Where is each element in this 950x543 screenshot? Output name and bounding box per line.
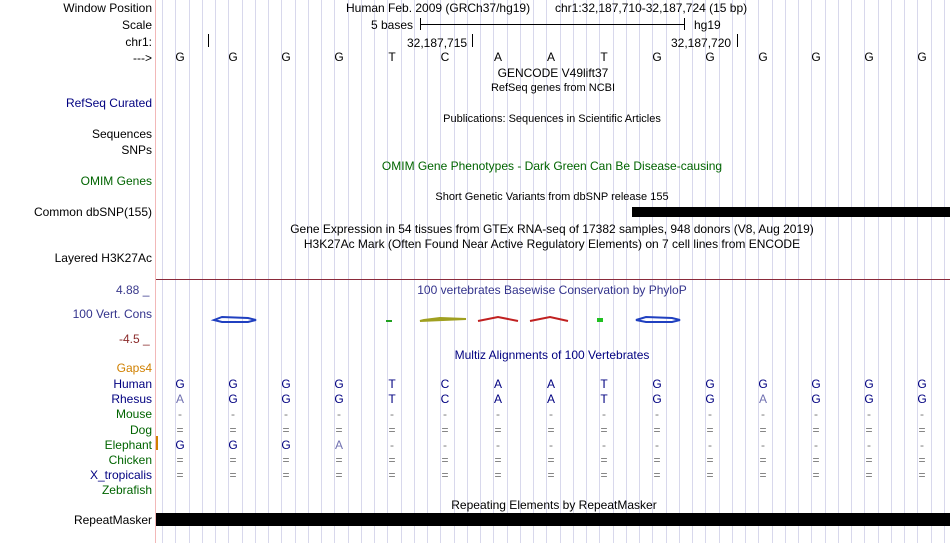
species-label[interactable]: X_tropicalis: [89, 468, 152, 483]
repeat-title[interactable]: Repeating Elements by RepeatMasker: [451, 498, 657, 512]
aligned-base: -: [337, 407, 341, 422]
snps-label[interactable]: SNPs: [121, 143, 152, 157]
aligned-base: T: [600, 377, 608, 391]
aligned-base: =: [388, 422, 396, 437]
sequence-base: G: [228, 50, 238, 64]
aligned-base: =: [282, 468, 290, 483]
publications-title[interactable]: Publications: Sequences in Scientific Articles: [443, 113, 661, 125]
gencode-title[interactable]: GENCODE V49lift37: [497, 66, 609, 80]
aligned-base: =: [706, 453, 714, 467]
aligned-base: =: [706, 468, 714, 483]
window-position: chr1:32,187,710-32,187,724 (15 bp): [555, 1, 748, 15]
aligned-base: A: [493, 392, 502, 407]
aligned-base: C: [440, 392, 450, 407]
aligned-base: =: [441, 422, 449, 437]
aligned-base: G: [652, 377, 662, 391]
ruler-label-1: 32,187,715: [407, 36, 468, 50]
aligned-base: C: [440, 377, 450, 391]
omim-genes-label[interactable]: OMIM Genes: [80, 174, 152, 188]
dbsnp-title[interactable]: Short Genetic Variants from dbSNP release 155: [435, 191, 669, 203]
species-label[interactable]: Chicken: [108, 453, 152, 467]
sequence-base: C: [440, 50, 450, 64]
aligned-base: G: [864, 392, 874, 407]
ruler-label-2: 32,187,720: [671, 36, 732, 50]
sequences-label[interactable]: Sequences: [91, 127, 152, 141]
aligned-base: -: [178, 407, 182, 422]
aligned-base: =: [653, 453, 661, 467]
aligned-base: =: [441, 453, 449, 467]
vert-cons-label[interactable]: 100 Vert. Cons: [72, 307, 152, 321]
aligned-base: -: [867, 407, 871, 422]
aligned-base: G: [228, 377, 238, 391]
aligned-base: A: [758, 392, 767, 407]
sequence-base: T: [600, 50, 608, 64]
aligned-base: =: [918, 422, 926, 437]
sequence-base: T: [388, 50, 396, 64]
sequence-base: A: [546, 50, 555, 64]
aligned-base: G: [228, 392, 238, 407]
aligned-base: G: [175, 437, 185, 452]
species-label[interactable]: Human: [113, 377, 152, 391]
chr-label: chr1:: [125, 35, 152, 49]
sequence-base: G: [864, 50, 874, 64]
aligned-base: A: [175, 392, 184, 407]
aligned-base: -: [867, 437, 871, 452]
aligned-base: -: [443, 437, 447, 452]
species-label[interactable]: Dog: [129, 422, 152, 437]
aligned-base: -: [390, 437, 394, 452]
cons-min-label: -4.5 _: [119, 332, 150, 346]
aligned-base: T: [388, 392, 396, 407]
aligned-base: -: [761, 407, 765, 422]
aligned-base: G: [758, 377, 768, 391]
aligned-base: =: [229, 453, 237, 467]
aligned-base: G: [705, 392, 715, 407]
aligned-base: G: [864, 377, 874, 391]
aligned-base: G: [334, 377, 344, 391]
layered-h3k27ac-label[interactable]: Layered H3K27Ac: [54, 251, 152, 265]
aligned-base: -: [761, 437, 765, 452]
elephant-gap-marker: [156, 436, 158, 450]
sequence-base: G: [281, 50, 291, 64]
aligned-base: -: [655, 407, 659, 422]
aligned-base: =: [494, 468, 502, 483]
aligned-base: =: [176, 468, 184, 483]
aligned-base: -: [708, 407, 712, 422]
aligned-base: -: [496, 437, 500, 452]
aligned-base: =: [812, 422, 820, 437]
aligned-base: A: [546, 392, 555, 407]
aligned-base: =: [335, 422, 343, 437]
aligned-base: =: [600, 468, 608, 483]
aligned-base: G: [175, 377, 185, 391]
scale-db: hg19: [694, 18, 721, 32]
aligned-base: =: [547, 453, 555, 467]
aligned-base: =: [600, 453, 608, 467]
aligned-base: G: [705, 377, 715, 391]
repeatmasker-label[interactable]: RepeatMasker: [73, 513, 152, 527]
aligned-base: -: [920, 437, 924, 452]
aligned-base: G: [811, 392, 821, 407]
sequence-base: G: [334, 50, 344, 64]
sequence-base: G: [705, 50, 715, 64]
species-label[interactable]: Zebrafish: [101, 483, 152, 498]
species-label[interactable]: Elephant: [104, 437, 152, 452]
aligned-base: -: [284, 407, 288, 422]
aligned-base: =: [229, 422, 237, 437]
aligned-base: G: [281, 377, 291, 391]
aligned-base: -: [814, 407, 818, 422]
aligned-base: G: [917, 392, 927, 407]
aligned-base: =: [494, 422, 502, 437]
species-label[interactable]: Mouse: [115, 407, 152, 422]
gaps-label[interactable]: Gaps4: [116, 361, 152, 375]
aligned-base: G: [811, 377, 821, 391]
aligned-base: =: [865, 468, 873, 483]
refseq-curated-label[interactable]: RefSeq Curated: [65, 96, 152, 110]
sequence-base: G: [175, 50, 185, 64]
aligned-base: -: [602, 407, 606, 422]
aligned-base: G: [334, 392, 344, 407]
aligned-base: T: [600, 392, 608, 407]
aligned-base: =: [918, 468, 926, 483]
aligned-base: =: [600, 422, 608, 437]
h3k27ac-title[interactable]: H3K27Ac Mark (Often Found Near Active Regulatory Elements) on 7 cell lines from ENCODE: [303, 237, 801, 251]
aligned-base: -: [655, 437, 659, 452]
aligned-base: -: [602, 437, 606, 452]
aligned-base: =: [388, 468, 396, 483]
gtex-title[interactable]: Gene Expression in 54 tissues from GTEx RNA-seq of 17382 samples, 948 donors (V8, Aug 2019): [290, 222, 814, 236]
phylop-title[interactable]: 100 vertebrates Basewise Conservation by PhyloP: [417, 283, 687, 297]
sequence-base: G: [917, 50, 927, 64]
aligned-base: =: [812, 453, 820, 467]
aligned-base: =: [547, 422, 555, 437]
sequence-base: A: [493, 50, 502, 64]
aligned-base: =: [653, 422, 661, 437]
aligned-base: G: [228, 437, 238, 452]
aligned-base: =: [335, 468, 343, 483]
aligned-base: =: [653, 468, 661, 483]
sequence-base: G: [811, 50, 821, 64]
multiz-title[interactable]: Multiz Alignments of 100 Vertebrates: [454, 348, 650, 362]
scale-label: Scale: [121, 18, 152, 32]
aligned-base: -: [549, 407, 553, 422]
common-dbsnp-label[interactable]: Common dbSNP(155): [33, 205, 152, 219]
aligned-base: =: [865, 422, 873, 437]
cons-max-label: 4.88 _: [116, 283, 150, 297]
aligned-base: =: [759, 422, 767, 437]
aligned-base: -: [231, 407, 235, 422]
aligned-base: -: [549, 437, 553, 452]
aligned-base: =: [706, 422, 714, 437]
aligned-base: G: [652, 392, 662, 407]
species-label[interactable]: Rhesus: [111, 392, 152, 407]
aligned-base: =: [229, 468, 237, 483]
aligned-base: =: [176, 422, 184, 437]
strand-arrow[interactable]: --->: [133, 51, 152, 65]
aligned-base: =: [282, 453, 290, 467]
scale-text: 5 bases: [371, 18, 414, 32]
aligned-base: A: [334, 437, 343, 452]
aligned-base: -: [708, 437, 712, 452]
aligned-base: -: [814, 437, 818, 452]
aligned-base: -: [443, 407, 447, 422]
aligned-base: =: [441, 468, 449, 483]
aligned-base: =: [282, 422, 290, 437]
sequence-base: G: [652, 50, 662, 64]
aligned-base: =: [176, 453, 184, 467]
aligned-base: -: [390, 407, 394, 422]
aligned-base: =: [388, 453, 396, 467]
aligned-base: =: [335, 453, 343, 467]
aligned-base: =: [494, 453, 502, 467]
refseq-subtitle[interactable]: RefSeq genes from NCBI: [490, 82, 616, 94]
aligned-base: G: [917, 377, 927, 391]
aligned-base: =: [918, 453, 926, 467]
aligned-base: A: [493, 377, 502, 391]
aligned-base: A: [546, 377, 555, 391]
aligned-base: -: [496, 407, 500, 422]
aligned-base: G: [281, 437, 291, 452]
aligned-base: =: [759, 453, 767, 467]
aligned-base: T: [388, 377, 396, 391]
sequence-base: G: [758, 50, 768, 64]
aligned-base: =: [759, 468, 767, 483]
aligned-base: =: [812, 468, 820, 483]
aligned-base: =: [547, 468, 555, 483]
repeatmasker-feature[interactable]: [156, 513, 950, 526]
aligned-base: -: [920, 407, 924, 422]
aligned-base: G: [281, 392, 291, 407]
aligned-base: =: [865, 453, 873, 467]
omim-title[interactable]: OMIM Gene Phenotypes - Dark Green Can Be Disease-causing: [381, 159, 723, 173]
assembly-title: Human Feb. 2009 (GRCh37/hg19): [346, 1, 531, 15]
window-position-label: Window Position: [63, 1, 152, 15]
